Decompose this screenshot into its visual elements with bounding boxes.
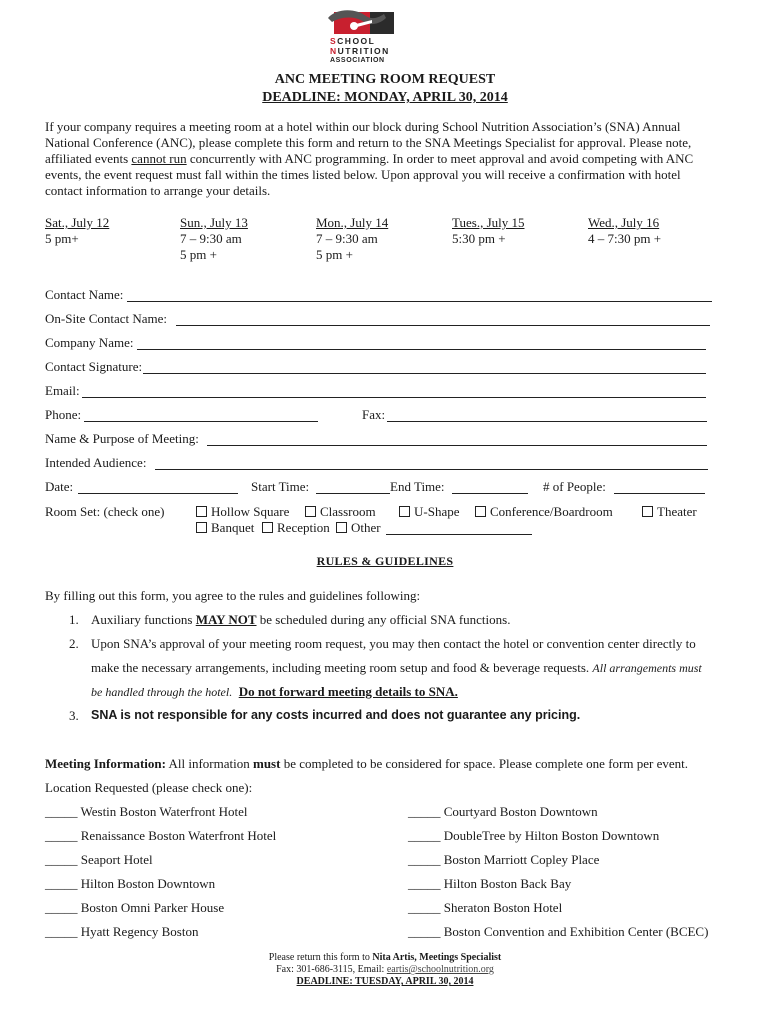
hotel-option[interactable]: _____ DoubleTree by Hilton Boston Downtown <box>408 828 660 843</box>
checkbox-icon[interactable] <box>642 506 653 517</box>
hotel-option[interactable]: _____ Boston Omni Parker House <box>45 900 225 915</box>
location-label: Location Requested (please check one): <box>45 780 253 795</box>
checkbox-icon[interactable] <box>399 506 410 517</box>
page-title: ANC MEETING ROOM REQUEST <box>274 72 496 87</box>
footer-return: Please return this form to Nita Artis, Meetings Specialist <box>268 952 502 963</box>
intro-line: National Conference (ANC), please complete this form and return to the SNA Meetings Specialist for approval. Please note, <box>45 135 692 150</box>
day-mon: Mon., July 14 7 – 9:30 am 5 pm + <box>316 215 389 262</box>
hotel-option[interactable]: _____ Sheraton Boston Hotel <box>408 900 563 915</box>
contact-name-field[interactable] <box>127 301 712 302</box>
footer-contact: Fax: 301-686-3115, Email: eartis@schoolnutrition.org <box>276 964 494 975</box>
purpose-label: Name & Purpose of Meeting: <box>45 431 199 446</box>
checkbox-icon[interactable] <box>196 522 207 533</box>
checkbox-icon[interactable] <box>305 506 316 517</box>
checkbox-icon[interactable] <box>262 522 273 533</box>
intro-line: contact information to arrange your details. <box>45 183 271 198</box>
day-sat: Sat., July 12 5 pm+ <box>45 215 110 246</box>
date-field[interactable] <box>78 493 238 494</box>
intro-paragraph <box>45 119 735 199</box>
rule-2-line-1: Upon SNA’s approval of your meeting room request, you may then contact the hotel or convention center directly to <box>91 636 696 651</box>
rules-intro: By filling out this form, you agree to the rules and guidelines following: <box>45 588 421 603</box>
start-time-label: Start Time: <box>251 479 310 494</box>
option-conference[interactable]: Conference/Boardroom <box>475 504 613 520</box>
intro-line: If your company requires a meeting room at a hotel within our block during School Nutrition Association’s (SNA) Annual <box>45 119 681 134</box>
option-reception[interactable]: Reception <box>262 520 330 536</box>
hotel-option[interactable]: _____ Renaissance Boston Waterfront Hotel <box>45 828 277 843</box>
hotel-option[interactable]: _____ Boston Convention and Exhibition Center (BCEC) <box>408 924 709 939</box>
logo-school: CHOOL <box>337 36 376 46</box>
hotel-option[interactable]: _____ Boston Marriott Copley Place <box>408 852 600 867</box>
end-time-field[interactable] <box>452 493 528 494</box>
phone-field[interactable] <box>84 421 318 422</box>
rule-1: Auxiliary functions MAY NOT be scheduled during any official SNA functions. <box>91 612 511 627</box>
logo <box>326 6 400 64</box>
fax-field[interactable] <box>387 421 707 422</box>
rule-number: 1. <box>69 612 79 627</box>
signature-label: Contact Signature: <box>45 359 143 374</box>
intro-line: events, the event request must fall within the times listed below. Upon approval you will receive a confirmation with hotel <box>45 167 681 182</box>
day-tue: Tues., July 15 5:30 pm + <box>452 215 525 246</box>
hotel-option[interactable]: _____ Seaport Hotel <box>45 852 153 867</box>
onsite-contact-field[interactable] <box>176 325 710 326</box>
checkbox-icon[interactable] <box>196 506 207 517</box>
phone-label: Phone: <box>45 407 82 422</box>
end-time-label: End Time: <box>390 479 445 494</box>
onsite-contact-label: On-Site Contact Name: <box>45 311 168 326</box>
rule-2-line-2: make the necessary arrangements, including meeting room setup and food & beverage requests. All arrangements must <box>91 660 702 675</box>
date-label: Date: <box>45 479 74 494</box>
email-link[interactable]: eartis@schoolnutrition.org <box>386 964 494 975</box>
purpose-field[interactable] <box>207 445 707 446</box>
option-other[interactable]: Other <box>336 520 381 536</box>
rule-number: 3. <box>69 708 79 723</box>
option-u-shape[interactable]: U-Shape <box>399 504 460 520</box>
intro-line: affiliated events cannot run concurrently with ANC programming. In order to meet approval and avoid competing with ANC <box>45 151 694 166</box>
footer <box>0 952 770 988</box>
logo-graphic-icon <box>326 6 400 36</box>
people-field[interactable] <box>614 493 705 494</box>
company-name-label: Company Name: <box>45 335 134 350</box>
fax-label: Fax: <box>362 407 386 422</box>
start-time-field[interactable] <box>316 493 390 494</box>
day-wed: Wed., July 16 4 – 7:30 pm + <box>588 215 662 246</box>
deadline-heading: DEADLINE: MONDAY, APRIL 30, 2014 <box>262 90 508 105</box>
rules-heading: RULES & GUIDELINES <box>316 554 454 568</box>
option-hollow-square[interactable]: Hollow Square <box>196 504 289 520</box>
rule-3: SNA is not responsible for any costs incurred and does not guarantee any pricing. <box>91 708 581 722</box>
people-label: # of People: <box>543 479 606 494</box>
hotel-option[interactable]: _____ Hilton Boston Downtown <box>45 876 216 891</box>
rule-2-line-3: be handled through the hotel. Do not forward meeting details to SNA. <box>91 684 458 699</box>
contact-name-label: Contact Name: <box>45 287 124 302</box>
other-field[interactable] <box>386 534 532 535</box>
day-sun: Sun., July 13 7 – 9:30 am 5 pm + <box>180 215 248 262</box>
room-set-label: Room Set: (check one) <box>45 504 165 519</box>
audience-field[interactable] <box>155 469 708 470</box>
logo-s: S <box>330 36 338 46</box>
logo-nutrition: UTRITION <box>337 46 390 56</box>
checkbox-icon[interactable] <box>336 522 347 533</box>
email-field[interactable] <box>82 397 706 398</box>
option-banquet[interactable]: Banquet <box>196 520 254 536</box>
rule-number: 2. <box>69 636 79 651</box>
signature-field[interactable] <box>143 373 706 374</box>
option-theater[interactable]: Theater <box>642 504 697 520</box>
option-classroom[interactable]: Classroom <box>305 504 376 520</box>
hotel-option[interactable]: _____ Hilton Boston Back Bay <box>408 876 572 891</box>
email-label: Email: <box>45 383 80 398</box>
hotel-option[interactable]: _____ Westin Boston Waterfront Hotel <box>45 804 248 819</box>
logo-n: N <box>330 46 338 56</box>
hotel-option[interactable]: _____ Hyatt Regency Boston <box>45 924 199 939</box>
hotel-option[interactable]: _____ Courtyard Boston Downtown <box>408 804 598 819</box>
audience-label: Intended Audience: <box>45 455 147 470</box>
checkbox-icon[interactable] <box>475 506 486 517</box>
meeting-info: Meeting Information: All information must be completed to be considered for space. Please complete one form per event. <box>45 756 688 771</box>
logo-association: ASSOCIATION <box>330 57 385 64</box>
footer-deadline: DEADLINE: TUESDAY, APRIL 30, 2014 <box>296 976 474 987</box>
company-name-field[interactable] <box>137 349 706 350</box>
